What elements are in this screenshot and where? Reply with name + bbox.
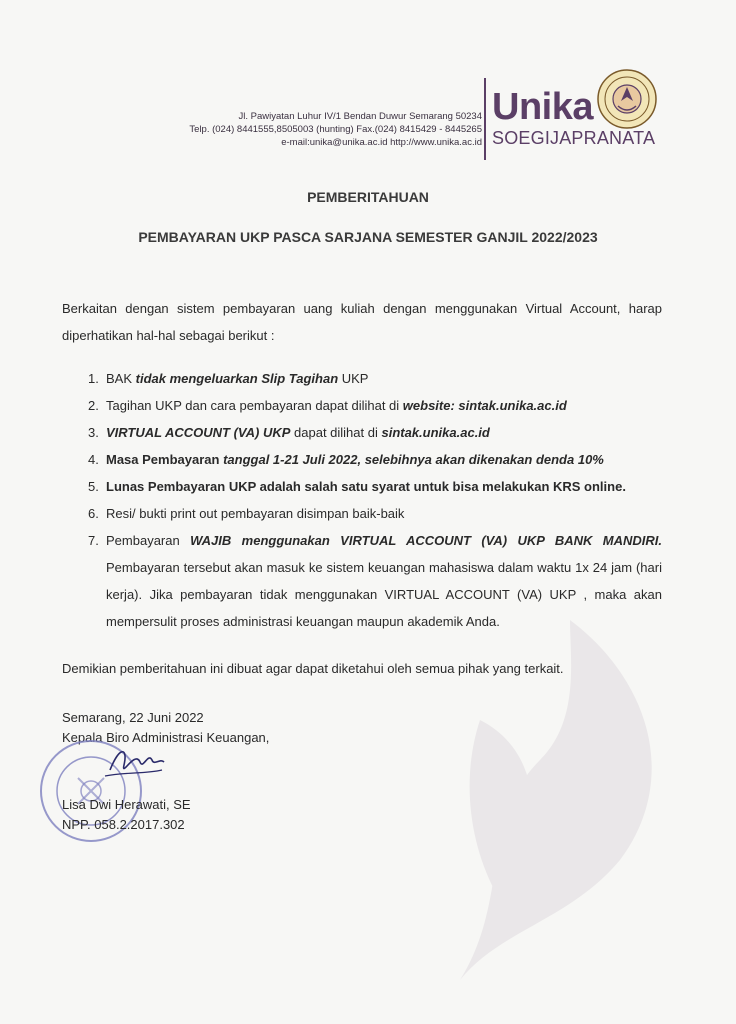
list-item [88,365,662,392]
item-text: Masa Pembayaran [106,452,224,467]
item-text: Lunas Pembayaran UKP adalah salah satu syarat untuk bisa melakukan KRS online. [106,479,626,494]
signer-npp: NPP. 058.2.2017.302 [62,817,185,832]
item-text: UKP [338,371,369,386]
phone-line: Telp. (024) 8441555,8505003 (hunting) Fax.(024) 8415429 - 8445265 [189,124,482,135]
handwritten-signature [90,740,170,790]
list-number: 4. [88,452,99,467]
list-item [88,446,662,473]
email-web-line: e-mail:unika@unika.ac.id http://www.unika.ac.id [281,137,482,148]
closing-paragraph: Demikian pemberitahuan ini dibuat agar dapat diketahui oleh semua pihak yang terkait. [62,661,564,676]
list-number: 6. [88,506,99,521]
item-emphasis: tanggal 1-21 Juli 2022, selebihnya akan dikenakan denda 10% [223,452,604,467]
list-item [88,419,662,446]
item-emphasis: WAJIB menggunakan VIRTUAL ACCOUNT (VA) UKP BANK MANDIRI. [190,533,663,548]
item-text: Resi/ bukti print out pembayaran disimpan baik-baik [106,506,405,521]
place-date: Semarang, 22 Juni 2022 [62,710,204,725]
item-text: Tagihan UKP dan cara pembayaran dapat dilihat di [106,398,403,413]
signer-name: Lisa Dwi Herawati, SE [62,797,191,812]
item-emphasis: VIRTUAL ACCOUNT (VA) UKP [106,425,291,440]
item-emphasis: sintak.unika.ac.id [381,425,490,440]
item-text: BAK [106,371,136,386]
notice-title: PEMBERITAHUAN [307,189,429,205]
logo-subtitle: SOEGIJAPRANATA [492,128,656,148]
signer-position: Kepala Biro Administrasi Keuangan, [62,730,270,745]
header-address [189,110,482,149]
list-item [88,527,662,635]
list-number: 7. [88,533,99,548]
list-number: 1. [88,371,99,386]
item-emphasis: website: sintak.unika.ac.id [402,398,567,413]
list-number: 2. [88,398,99,413]
list-item [88,500,662,527]
university-seal-icon [596,68,658,130]
instruction-list [88,365,662,635]
item-text: dapat dilihat di [290,425,382,440]
item-text: Pembayaran tersebut akan masuk ke sistem keuangan mahasiswa dalam waktu 1x 24 jam (hari kerja). Jika pembayaran tidak menggunakan VIRTUAL ACCOUNT (VA) UKP , maka akan mempersulit proses administrasi keuangan maupun akademik Anda. [106,560,662,629]
item-emphasis: tidak mengeluarkan Slip Tagihan [135,371,339,386]
intro-paragraph: Berkaitan dengan sistem pembayaran uang kuliah dengan menggunakan Virtual Account, harap diperhatikan hal-hal sebagai berikut : [62,301,662,343]
list-item [88,392,662,419]
item-text: Pembayaran [106,533,191,548]
logo-wordmark: Unika [492,86,593,128]
subject-title: PEMBAYARAN UKP PASCA SARJANA SEMESTER GANJIL 2022/2023 [138,229,598,245]
list-number: 5. [88,479,99,494]
list-number: 3. [88,425,99,440]
header-divider [484,78,486,160]
list-item [88,473,662,500]
address-line: Jl. Pawiyatan Luhur IV/1 Bendan Duwur Semarang 50234 [238,111,482,122]
